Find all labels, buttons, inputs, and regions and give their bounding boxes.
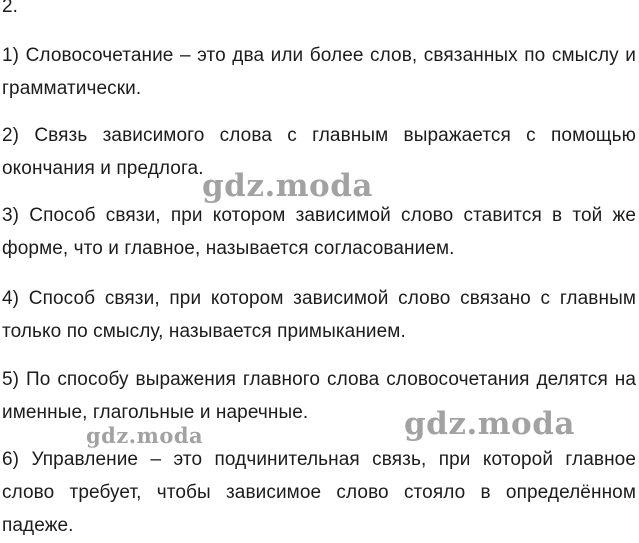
- watermark-logo: gdz.moda: [86, 423, 204, 448]
- task-number: 2.: [2, 0, 18, 17]
- answer-item-1: 1) Словосочетание – это два или более слов, связанных по смыслу и грамматически.: [2, 45, 636, 99]
- answer-item-6: 6) Управление – это подчинительная связь, при которой главное слово требует, чтобы зависимое слово стояло в определённом падеже.: [2, 449, 636, 536]
- answer-item-3: 3) Способ связи, при котором зависимой слово ставится в той же форме, что и главное, называется согласованием.: [2, 205, 636, 259]
- answer-item-4: 4) Способ связи, при котором зависимой слово связано с главным только по смыслу, называется примыканием.: [2, 288, 636, 342]
- watermark-logo: gdz.moda: [404, 406, 575, 442]
- watermark-logo: gdz.moda: [202, 168, 373, 204]
- answer-item-2: 2) Связь зависимого слова с главным выражается с помощью окончания и предлога.: [2, 125, 636, 179]
- answer-item-5: 5) По способу выражения главного слова словосочетания делятся на именные, глагольные и наречные.: [2, 369, 636, 423]
